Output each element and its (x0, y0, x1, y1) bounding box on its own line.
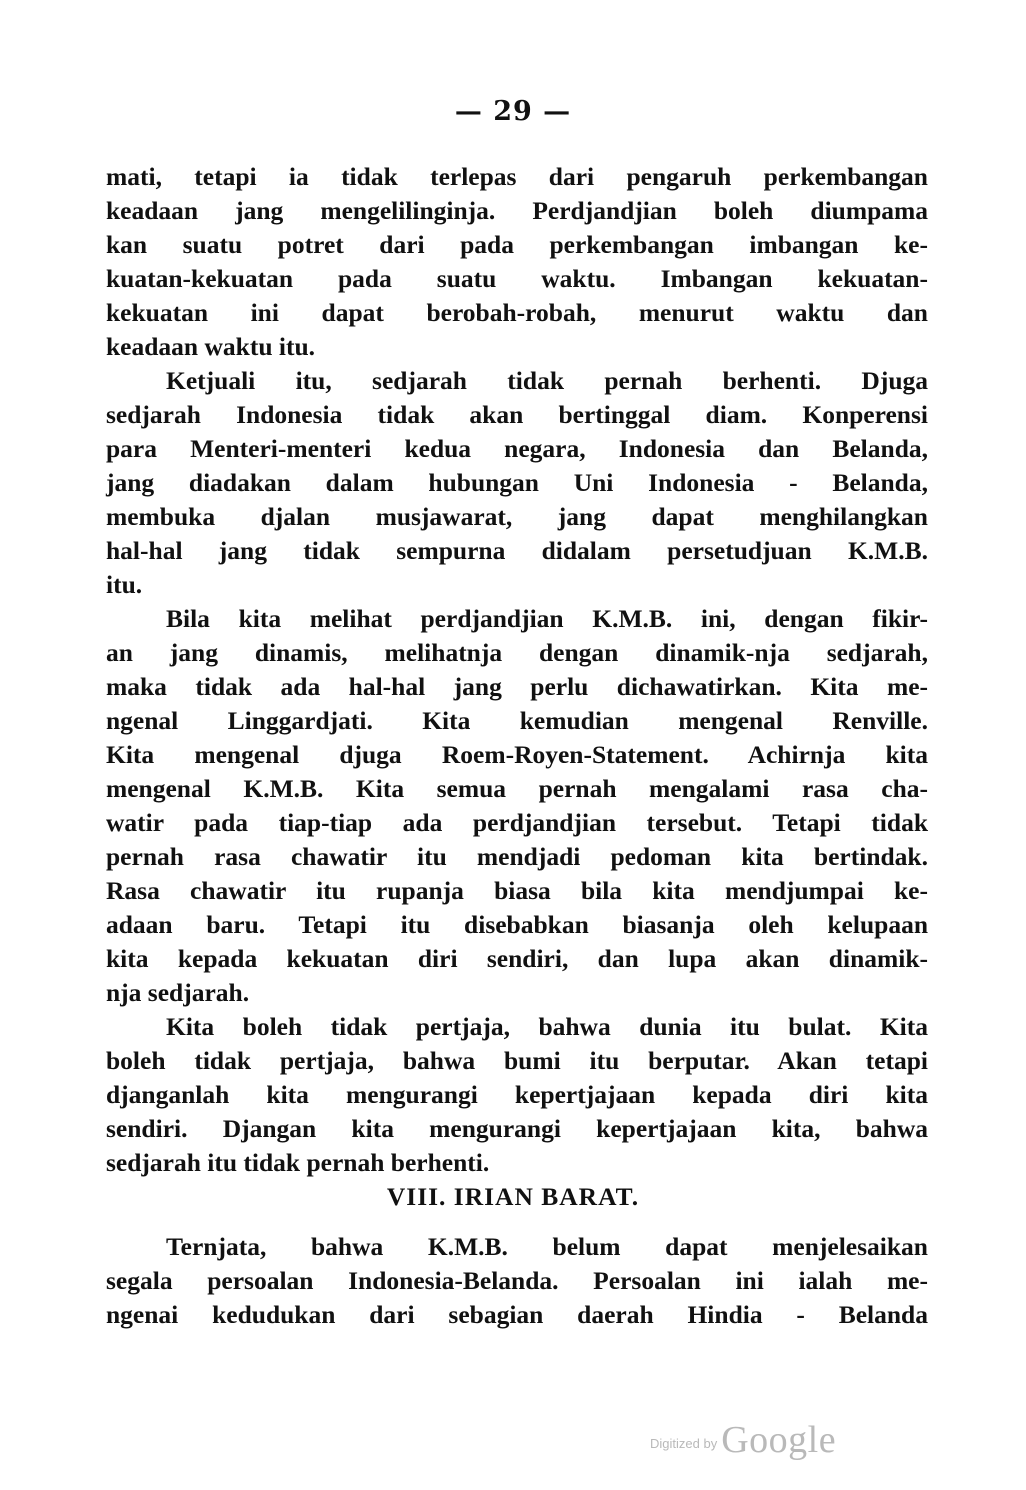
text-line: Ternjata, bahwa K.M.B. belum dapat menjelesaikan (166, 1232, 928, 1261)
text-line: djanganlah kita mengurangi kepertjajaan kepada diri kita (106, 1080, 928, 1109)
text-line: segala persoalan Indonesia-Belanda. Persoalan ini ialah me- (106, 1266, 928, 1295)
paragraph (106, 602, 928, 1010)
page-number: — 29 — (454, 96, 572, 127)
text-line: kan suatu potret dari pada perkembangan imbangan ke- (106, 230, 928, 259)
section-text (106, 1230, 928, 1332)
text-line: sendiri. Djangan kita mengurangi kepertjajaan kita, bahwa (106, 1114, 928, 1143)
paragraph (106, 1010, 928, 1180)
watermark-brand: Google (721, 1419, 837, 1461)
text-line: Kita boleh tidak pertjaja, bahwa dunia itu bulat. Kita (166, 1012, 928, 1041)
text-line: ngenal Linggardjati. Kita kemudian mengenal Renville. (106, 706, 928, 735)
text-line: adaan baru. Tetapi itu disebabkan biasanja oleh kelupaan (106, 910, 928, 939)
text-line: kekuatan ini dapat berobah-robah, menurut waktu dan (106, 298, 928, 327)
watermark-prefix: Digitized by (650, 1436, 718, 1451)
text-line: watir pada tiap-tiap ada perdjandjian tersebut. Tetapi tidak (106, 808, 928, 837)
text-line: kita kepada kekuatan diri sendiri, dan lupa akan dinamik- (106, 944, 928, 973)
text-line: boleh tidak pertjaja, bahwa bumi itu berputar. Akan tetapi (106, 1046, 928, 1075)
body-text (106, 160, 928, 1180)
text-line: an jang dinamis, melihatnja dengan dinamik-nja sedjarah, (106, 638, 928, 667)
text-line: pernah rasa chawatir itu mendjadi pedoman kita bertindak. (106, 842, 928, 871)
text-line: keadaan jang mengelilinginja. Perdjandjian boleh diumpama (106, 196, 928, 225)
text-line: maka tidak ada hal-hal jang perlu dichawatirkan. Kita me- (106, 672, 928, 701)
paragraph (106, 160, 928, 364)
text-line: Rasa chawatir itu rupanja biasa bila kita mendjumpai ke- (106, 876, 928, 905)
text-line: ngenai kedudukan dari sebagian daerah Hindia - Belanda (106, 1300, 928, 1329)
text-line: keadaan waktu itu. (106, 332, 316, 361)
text-line: nja sedjarah. (106, 978, 250, 1007)
digitized-watermark (650, 1418, 836, 1462)
text-line: mati, tetapi ia tidak terlepas dari pengaruh perkembangan (106, 162, 928, 191)
text-line: sedjarah Indonesia tidak akan bertinggal diam. Konperensi (106, 400, 928, 429)
text-line: Kita mengenal djuga Roem-Royen-Statement. Achirnja kita (106, 740, 928, 769)
paragraph (106, 1230, 928, 1332)
text-line: Ketjuali itu, sedjarah tidak pernah berhenti. Djuga (166, 366, 928, 395)
paragraph (106, 364, 928, 602)
text-line: membuka djalan musjawarat, jang dapat menghilangkan (106, 502, 928, 531)
text-line: jang diadakan dalam hubungan Uni Indonesia - Belanda, (106, 468, 928, 497)
text-line: mengenal K.M.B. Kita semua pernah mengalami rasa cha- (106, 774, 928, 803)
text-line: hal-hal jang tidak sempurna didalam persetudjuan K.M.B. (106, 536, 928, 565)
section-heading: VIII. IRIAN BARAT. (386, 1182, 640, 1211)
text-line: Bila kita melihat perdjandjian K.M.B. ini, dengan fikir- (166, 604, 928, 633)
text-line: para Menteri-menteri kedua negara, Indonesia dan Belanda, (106, 434, 928, 463)
text-line: sedjarah itu tidak pernah berhenti. (106, 1148, 490, 1177)
text-line: kuatan-kekuatan pada suatu waktu. Imbangan kekuatan- (106, 264, 928, 293)
text-line: itu. (106, 570, 143, 599)
